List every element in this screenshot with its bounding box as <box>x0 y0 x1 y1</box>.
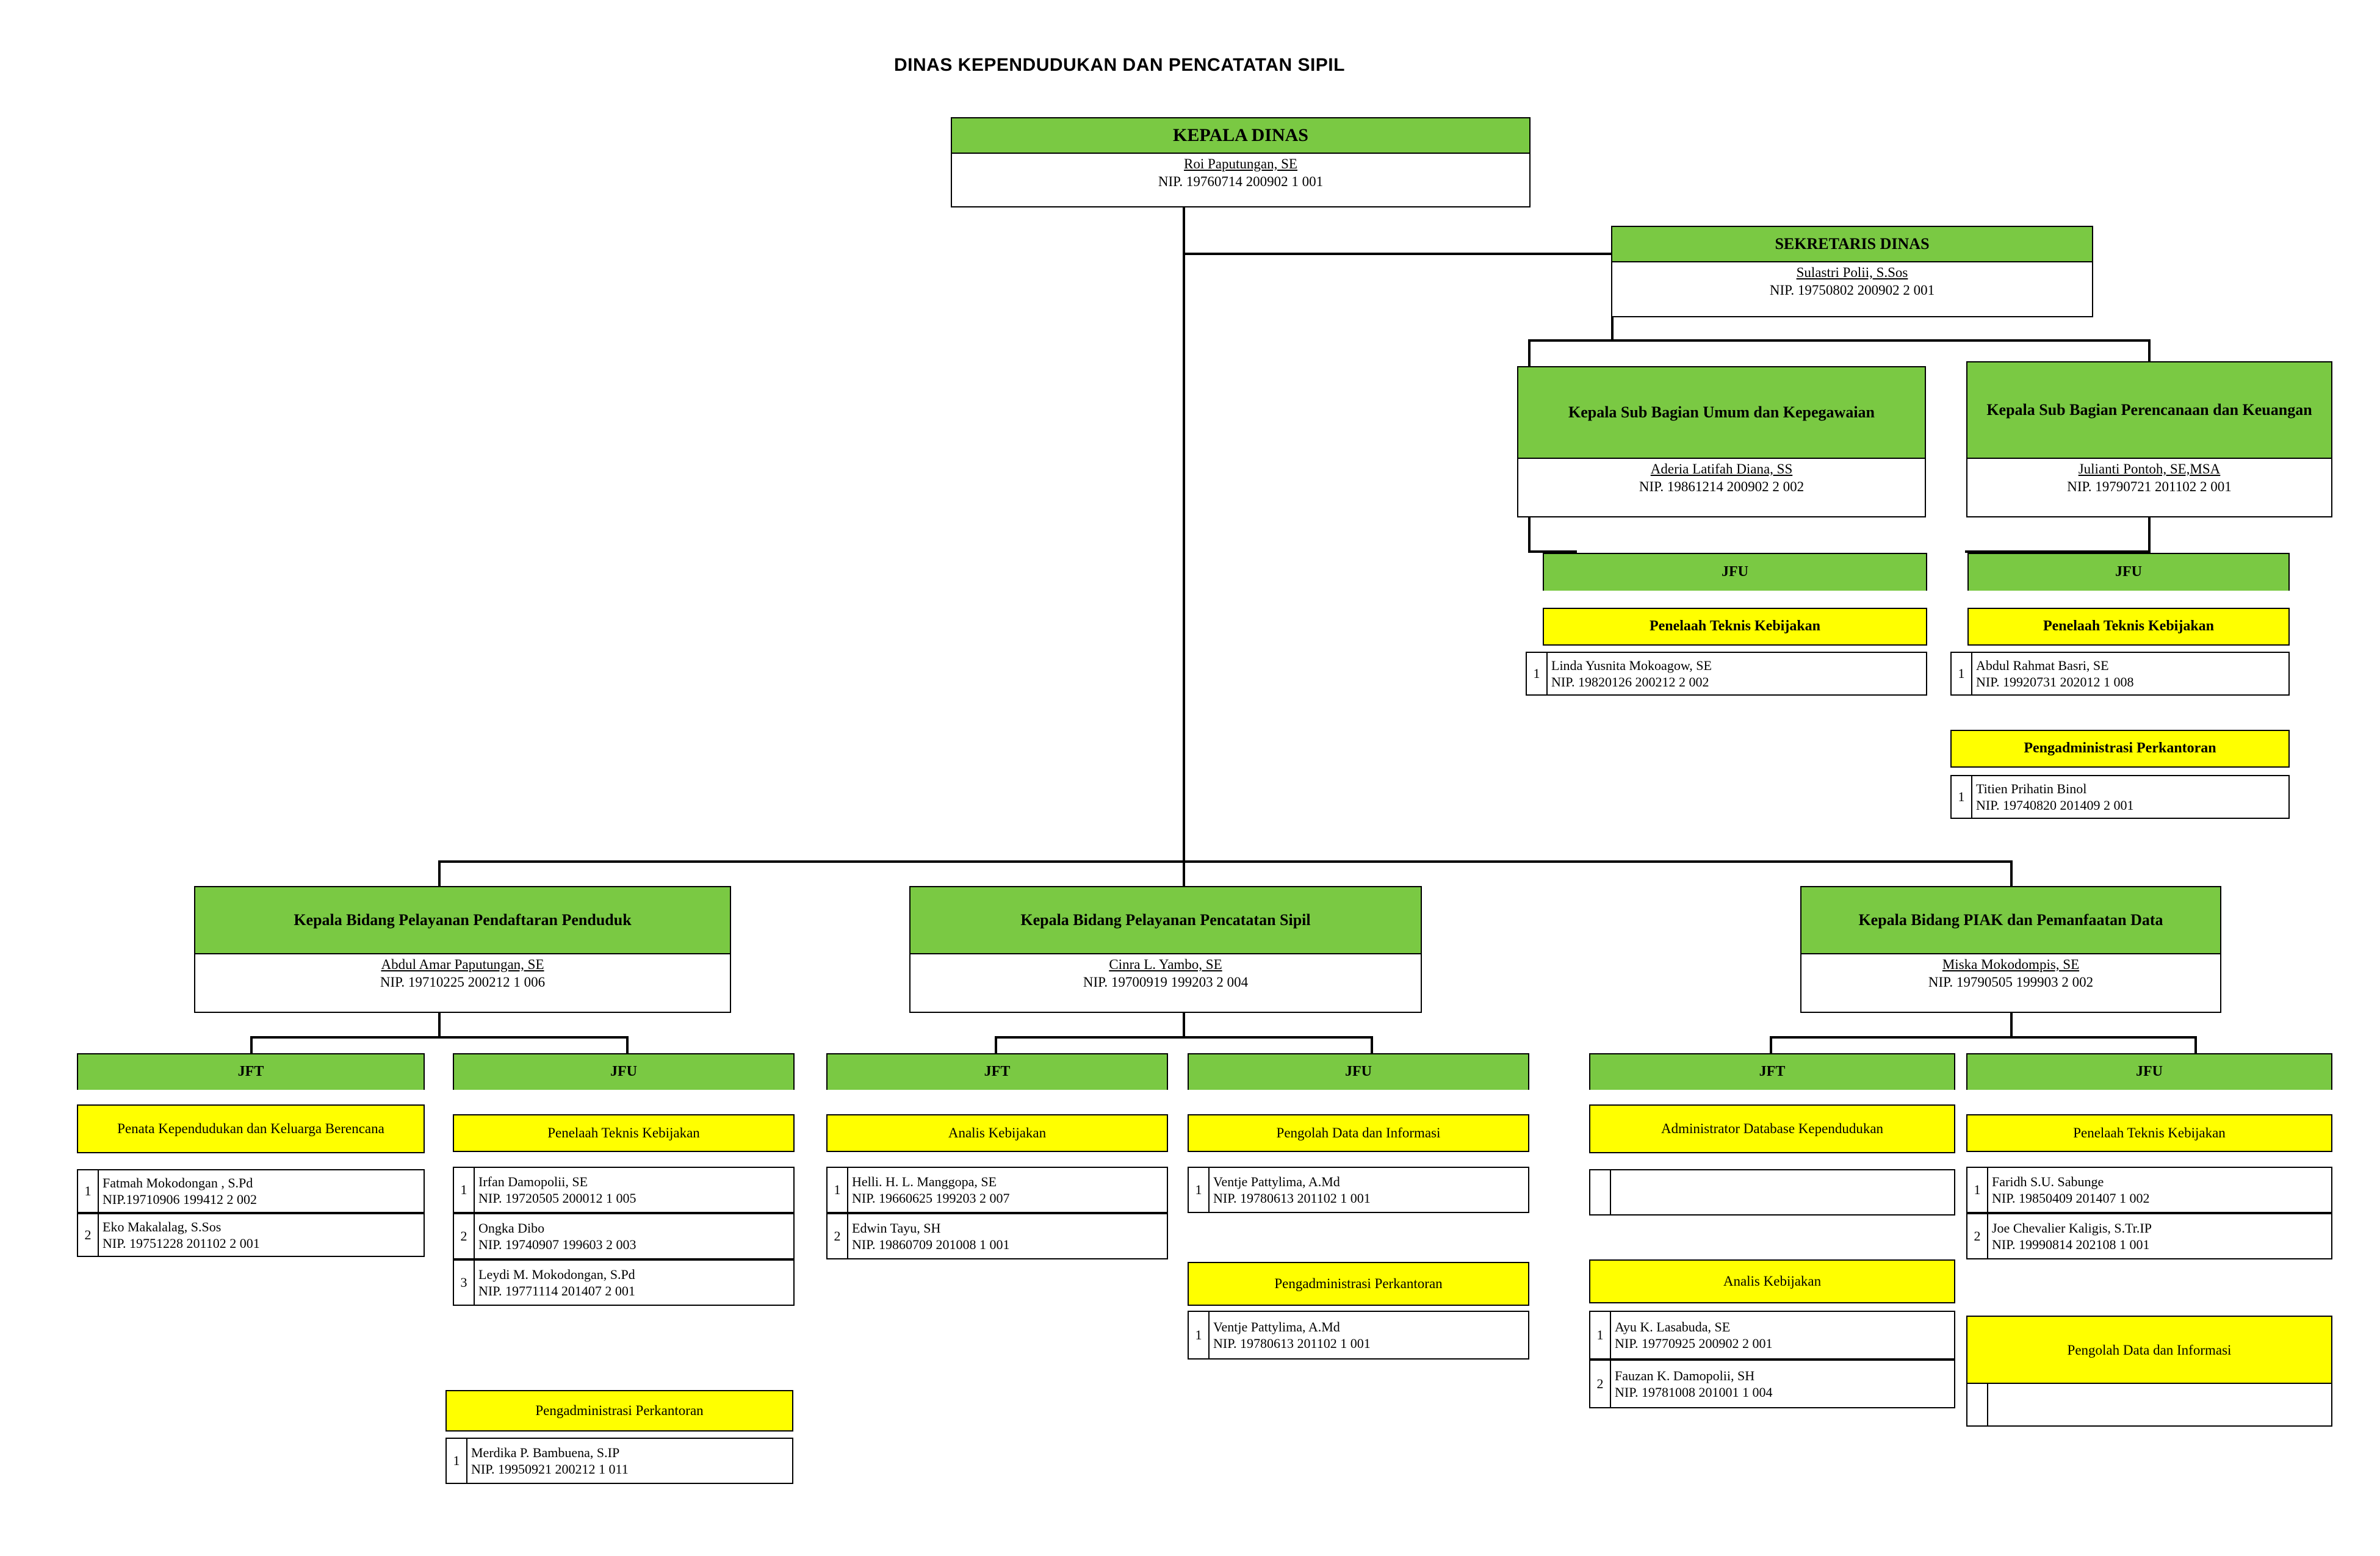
node-bidang-pelayanan-pendaftaran-penduduk[interactable] <box>194 886 731 1013</box>
group-label-piak-jft: Administrator Database Kependudukan <box>1589 1104 1955 1153</box>
node-bidang-piak-pemanfaatan-data[interactable] <box>1800 886 2221 1013</box>
person-name: Linda Yusnita Mokoagow, SE <box>1551 657 1712 673</box>
person-nip: NIP. 19790505 199903 2 002 <box>1928 974 2094 990</box>
page-title: DINAS KEPENDUDUKAN DAN PENCATATAN SIPIL <box>894 55 1345 75</box>
person-row <box>1966 1167 2332 1213</box>
connector <box>1528 339 2151 342</box>
person-name: Ayu K. Lasabuda, SE <box>1615 1319 1731 1334</box>
person-row <box>1526 652 1927 696</box>
group-label-piak-jfu: Penelaah Teknis Kebijakan <box>1966 1114 2332 1152</box>
connector <box>438 860 2013 863</box>
person-name: Fatmah Mokodongan , S.Pd <box>103 1175 253 1190</box>
person-info <box>99 1170 424 1212</box>
person-row <box>1950 652 2290 696</box>
person-nip: NIP. 19770925 200902 2 001 <box>1615 1336 1773 1351</box>
person-nip: NIP. 19850409 201407 1 002 <box>1992 1190 2150 1206</box>
node-subbag-perencanaan-keuangan[interactable] <box>1966 361 2332 517</box>
node-header: Kepala Sub Bagian Perencanaan dan Keuangan <box>1967 362 2331 459</box>
connector <box>1528 516 1531 553</box>
node-body <box>195 954 730 994</box>
person-name: Irfan Damopolii, SE <box>478 1173 588 1189</box>
person-number: 1 <box>447 1439 467 1483</box>
person-row <box>1589 1311 1955 1360</box>
person-row <box>1966 1383 2332 1427</box>
person-nip: NIP. 19720505 200012 1 005 <box>478 1190 636 1206</box>
person-name: Abdul Rahmat Basri, SE <box>1976 657 2109 673</box>
person-info <box>1972 653 2288 694</box>
person-number: 1 <box>1189 1312 1210 1358</box>
person-row <box>445 1438 793 1484</box>
node-body <box>1518 459 1925 499</box>
person-row <box>1188 1311 1529 1360</box>
connector <box>1528 339 1531 366</box>
person-row <box>1589 1360 1955 1408</box>
person-nip: NIP. 19780613 201102 1 001 <box>1213 1336 1371 1351</box>
person-name: Miska Mokodompis, SE <box>1942 957 2080 972</box>
group-header-perencanaan-jfu: JFU <box>1967 553 2290 591</box>
node-body <box>911 954 1421 994</box>
person-nip: NIP. 19920731 202012 1 008 <box>1976 674 2134 690</box>
person-nip: NIP. 19990814 202108 1 001 <box>1992 1237 2150 1252</box>
person-nip: NIP. 19710225 200212 1 006 <box>380 974 546 990</box>
person-info <box>1988 1214 2331 1258</box>
connector <box>626 1036 629 1054</box>
person-nip: NIP. 19780613 201102 1 001 <box>1213 1190 1371 1206</box>
person-row <box>1966 1213 2332 1259</box>
person-nip: NIP. 19740907 199603 2 003 <box>478 1237 636 1252</box>
person-nip: NIP. 19860709 201008 1 001 <box>852 1237 1010 1252</box>
node-sekretaris-dinas[interactable] <box>1611 226 2093 317</box>
person-name: Julianti Pontoh, SE,MSA <box>2078 461 2221 477</box>
connector <box>250 1036 253 1054</box>
group-label-pencatatan-jft: Analis Kebijakan <box>826 1114 1168 1152</box>
person-name: Faridh S.U. Sabunge <box>1992 1173 2104 1189</box>
person-nip: NIP. 19950921 200212 1 011 <box>471 1461 629 1477</box>
node-header: Kepala Bidang PIAK dan Pemanfaatan Data <box>1801 887 2220 954</box>
person-row <box>453 1167 795 1213</box>
person-name: Sulastri Polii, S.Sos <box>1796 265 1908 280</box>
node-subbag-umum-kepegawaian[interactable] <box>1517 366 1926 517</box>
person-info <box>1988 1384 2331 1425</box>
connector <box>1183 860 1185 886</box>
person-number: 1 <box>1952 653 1972 694</box>
connector <box>1611 316 1614 342</box>
person-name: Helli. H. L. Manggopa, SE <box>852 1173 997 1189</box>
person-nip: NIP. 19700919 199203 2 004 <box>1083 974 1249 990</box>
person-number: 1 <box>1189 1168 1210 1212</box>
node-header: Kepala Bidang Pelayanan Pendaftaran Penduduk <box>195 887 730 954</box>
person-info <box>475 1261 793 1305</box>
person-name: Ventje Pattylima, A.Md <box>1213 1173 1340 1189</box>
person-number: 2 <box>828 1214 848 1258</box>
node-body <box>1612 262 2092 302</box>
group-label-pencatatan-jfu: Pengolah Data dan Informasi <box>1188 1114 1529 1152</box>
person-number: 1 <box>1527 653 1548 694</box>
person-nip: NIP. 19790721 201102 2 001 <box>2067 478 2232 494</box>
node-header: Kepala Bidang Pelayanan Pencatatan Sipil <box>911 887 1421 954</box>
node-header: SEKRETARIS DINAS <box>1612 227 2092 262</box>
person-number: 2 <box>1967 1214 1988 1258</box>
person-number: 1 <box>828 1168 848 1212</box>
person-number: 2 <box>1590 1361 1611 1407</box>
group-label-perencanaan-jfu: Penelaah Teknis Kebijakan <box>1967 608 2290 646</box>
group-header-pendaftaran-jfu: JFU <box>453 1053 795 1090</box>
connector <box>1183 206 1185 254</box>
person-nip: NIP. 19751228 201102 2 001 <box>103 1236 260 1251</box>
node-kepala-dinas[interactable] <box>951 117 1531 207</box>
person-row <box>826 1167 1168 1213</box>
person-number: 1 <box>1590 1312 1611 1358</box>
person-number: 3 <box>454 1261 475 1305</box>
connector <box>1371 1036 1373 1054</box>
group-header-pencatatan-jft: JFT <box>826 1053 1168 1090</box>
person-info <box>1210 1312 1528 1358</box>
person-nip: NIP. 19861214 200902 2 002 <box>1639 478 1805 494</box>
person-name: Ongka Dibo <box>478 1220 545 1236</box>
person-info <box>467 1439 792 1483</box>
person-name: Roi Paputungan, SE <box>1184 156 1297 171</box>
person-name: Merdika P. Bambuena, S.IP <box>471 1444 620 1460</box>
person-number: 2 <box>78 1214 99 1256</box>
person-name: Aderia Latifah Diana, SS <box>1650 461 1793 477</box>
group-header-pencatatan-jfu: JFU <box>1188 1053 1529 1090</box>
group-label-piak-pengolah-data: Pengolah Data dan Informasi <box>1966 1316 2332 1385</box>
person-row <box>1950 775 2290 819</box>
person-name: Cinra L. Yambo, SE <box>1109 957 1222 972</box>
person-info <box>1210 1168 1528 1212</box>
connector <box>1770 1036 1772 1054</box>
person-nip: NIP. 19750802 200902 2 001 <box>1769 282 1935 298</box>
connector <box>1183 253 1614 255</box>
person-number: 2 <box>454 1214 475 1258</box>
connector <box>2010 860 2013 886</box>
person-row <box>826 1213 1168 1259</box>
person-nip: NIP. 19781008 201001 1 004 <box>1615 1385 1773 1400</box>
group-label-piak-analis: Analis Kebijakan <box>1589 1259 1955 1303</box>
person-name: Titien Prihatin Binol <box>1976 780 2087 796</box>
group-header-piak-jft: JFT <box>1589 1053 1955 1090</box>
person-nip: NIP. 19660625 199203 2 007 <box>852 1190 1010 1206</box>
person-info <box>1548 653 1926 694</box>
person-row <box>77 1169 425 1213</box>
connector <box>438 1013 441 1039</box>
connector <box>995 1036 997 1054</box>
person-number: 1 <box>1952 776 1972 818</box>
person-info <box>1611 1170 1954 1214</box>
group-label-pendaftaran-jfu: Penelaah Teknis Kebijakan <box>453 1114 795 1152</box>
node-body <box>1801 954 2220 994</box>
person-info <box>1988 1168 2331 1212</box>
person-info <box>848 1168 1167 1212</box>
person-row <box>77 1213 425 1257</box>
group-label-pendaftaran-pengadministrasi: Pengadministrasi Perkantoran <box>445 1390 793 1432</box>
person-info <box>99 1214 424 1256</box>
person-number: 1 <box>454 1168 475 1212</box>
connector <box>2148 516 2151 553</box>
node-body <box>952 154 1529 193</box>
node-header: Kepala Sub Bagian Umum dan Kepegawaian <box>1518 367 1925 459</box>
person-info <box>475 1168 793 1212</box>
person-row <box>453 1259 795 1306</box>
person-name: Ventje Pattylima, A.Md <box>1213 1319 1340 1334</box>
person-row <box>453 1213 795 1259</box>
person-nip: NIP. 19820126 200212 2 002 <box>1551 674 1709 690</box>
person-name: Leydi M. Mokodongan, S.Pd <box>478 1266 635 1282</box>
person-name: Fauzan K. Damopolii, SH <box>1615 1367 1755 1383</box>
group-header-umum-jfu: JFU <box>1543 553 1927 591</box>
person-nip: NIP. 19740820 201409 2 001 <box>1976 798 2134 813</box>
node-bidang-pelayanan-pencatatan-sipil[interactable] <box>909 886 1422 1013</box>
person-nip: NIP. 19760714 200902 1 001 <box>1158 173 1324 189</box>
group-label-pendaftaran-jft: Penata Kependudukan dan Keluarga Berencana <box>77 1104 425 1153</box>
person-info <box>475 1214 793 1258</box>
person-info <box>848 1214 1167 1258</box>
connector <box>2194 1036 2197 1054</box>
group-label-pencatatan-pengadministrasi: Pengadministrasi Perkantoran <box>1188 1262 1529 1306</box>
person-row <box>1188 1167 1529 1213</box>
connector <box>2010 1013 2013 1039</box>
connector <box>1183 1013 1185 1039</box>
node-body <box>1967 459 2331 499</box>
person-number: 1 <box>78 1170 99 1212</box>
connector <box>438 860 441 886</box>
connector <box>1183 254 1185 862</box>
person-nip: NIP. 19771114 201407 2 001 <box>478 1283 635 1298</box>
group-label-perencanaan-pengadministrasi: Pengadministrasi Perkantoran <box>1950 730 2290 768</box>
person-number <box>1967 1384 1988 1425</box>
connector <box>250 1036 629 1039</box>
person-name: Edwin Tayu, SH <box>852 1220 941 1236</box>
person-info <box>1972 776 2288 818</box>
group-header-pendaftaran-jft: JFT <box>77 1053 425 1090</box>
group-label-umum-jfu: Penelaah Teknis Kebijakan <box>1543 608 1927 646</box>
group-header-piak-jfu: JFU <box>1966 1053 2332 1090</box>
person-nip: NIP.19710906 199412 2 002 <box>103 1192 258 1207</box>
person-info <box>1611 1361 1954 1407</box>
person-name: Eko Makalalag, S.Sos <box>103 1219 222 1234</box>
node-header: KEPALA DINAS <box>952 118 1529 154</box>
connector <box>1770 1036 2197 1039</box>
person-row <box>1589 1169 1955 1216</box>
person-name: Abdul Amar Paputungan, SE <box>381 957 544 972</box>
connector <box>995 1036 1373 1039</box>
person-name: Joe Chevalier Kaligis, S.Tr.IP <box>1992 1220 2152 1236</box>
person-info <box>1611 1312 1954 1358</box>
person-number: 1 <box>1967 1168 1988 1212</box>
person-number <box>1590 1170 1611 1214</box>
